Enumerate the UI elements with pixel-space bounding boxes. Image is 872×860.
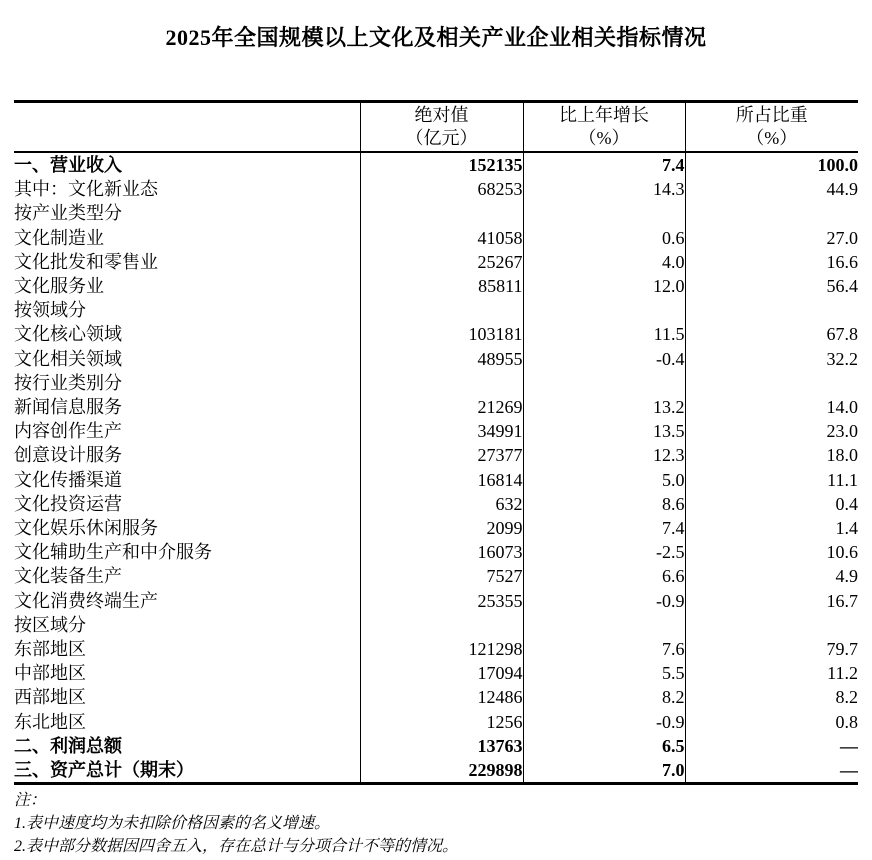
table-row bbox=[14, 540, 858, 564]
cell-growth: 4.0 bbox=[523, 250, 685, 274]
cell-absolute-value: 16814 bbox=[360, 468, 523, 492]
cell-absolute-value bbox=[360, 613, 523, 637]
cell-share: — bbox=[685, 734, 858, 758]
cell-growth: 11.5 bbox=[523, 322, 685, 346]
cell-growth: 7.0 bbox=[523, 758, 685, 784]
cell-growth: 5.0 bbox=[523, 468, 685, 492]
col-header-share-line2: （%） bbox=[746, 128, 798, 148]
cell-share: 4.9 bbox=[685, 564, 858, 588]
row-label: 文化投资运营 bbox=[14, 493, 122, 514]
cell-share: 44.9 bbox=[685, 177, 858, 201]
cell-absolute-value: 34991 bbox=[360, 419, 523, 443]
row-label: 按区域分 bbox=[14, 614, 86, 635]
row-label: 内容创作生产 bbox=[14, 421, 122, 442]
table-row bbox=[14, 250, 858, 274]
table-row bbox=[14, 564, 858, 588]
row-label: 按产业类型分 bbox=[14, 203, 122, 224]
cell-absolute-value: 121298 bbox=[360, 637, 523, 661]
cell-growth bbox=[523, 298, 685, 322]
table-row bbox=[14, 516, 858, 540]
cell-growth: 6.5 bbox=[523, 734, 685, 758]
row-label: 一、营业收入 bbox=[14, 155, 122, 175]
cell-share: 27.0 bbox=[685, 226, 858, 250]
row-label: 文化制造业 bbox=[14, 227, 104, 248]
note-heading: 注： bbox=[14, 792, 47, 810]
cell-share: 56.4 bbox=[685, 274, 858, 298]
col-header-growth-line1: 比上年增长 bbox=[559, 105, 649, 125]
row-label: 文化核心领域 bbox=[14, 324, 122, 345]
table-row bbox=[14, 177, 858, 201]
row-label: 文化服务业 bbox=[14, 276, 104, 297]
cell-share: 11.1 bbox=[685, 468, 858, 492]
row-label: 文化消费终端生产 bbox=[14, 590, 158, 611]
indicators-table bbox=[14, 100, 858, 785]
cell-absolute-value: 41058 bbox=[360, 226, 523, 250]
row-label: 按领域分 bbox=[14, 300, 86, 321]
table-row bbox=[14, 468, 858, 492]
row-label: 东北地区 bbox=[14, 711, 86, 732]
cell-growth: 12.3 bbox=[523, 443, 685, 467]
cell-share: 100.0 bbox=[685, 152, 858, 177]
cell-growth bbox=[523, 613, 685, 637]
col-header-share bbox=[685, 102, 858, 153]
col-header-share-line1: 所占比重 bbox=[735, 105, 808, 125]
col-header-growth bbox=[523, 102, 685, 153]
cell-share: 32.2 bbox=[685, 347, 858, 371]
cell-growth: 13.2 bbox=[523, 395, 685, 419]
col-header-absolute-value bbox=[360, 102, 523, 153]
cell-growth: 7.4 bbox=[523, 516, 685, 540]
cell-share: 10.6 bbox=[685, 540, 858, 564]
cell-share: 16.6 bbox=[685, 250, 858, 274]
cell-growth: -0.9 bbox=[523, 710, 685, 734]
corner-cell bbox=[14, 102, 360, 153]
table-row bbox=[14, 201, 858, 225]
table-row bbox=[14, 322, 858, 346]
table-row bbox=[14, 637, 858, 661]
notes bbox=[14, 789, 872, 858]
table-row bbox=[14, 298, 858, 322]
table-row bbox=[14, 347, 858, 371]
col-header-growth-line2: （%） bbox=[578, 128, 630, 148]
cell-absolute-value: 632 bbox=[360, 492, 523, 516]
cell-growth: 7.6 bbox=[523, 637, 685, 661]
cell-absolute-value: 12486 bbox=[360, 685, 523, 709]
cell-growth bbox=[523, 201, 685, 225]
cell-growth: -0.9 bbox=[523, 589, 685, 613]
cell-share: 0.8 bbox=[685, 710, 858, 734]
cell-share: — bbox=[685, 758, 858, 784]
cell-growth: 6.6 bbox=[523, 564, 685, 588]
table-header-row bbox=[14, 102, 858, 153]
page-title: 2025年全国规模以上文化及相关产业企业相关指标情况 bbox=[165, 25, 707, 50]
table-row bbox=[14, 492, 858, 516]
cell-share bbox=[685, 613, 858, 637]
note-item: 2.表中部分数据因四舍五入，存在总计与分项合计不等的情况。 bbox=[14, 838, 459, 856]
cell-absolute-value: 25355 bbox=[360, 589, 523, 613]
table-row bbox=[14, 758, 858, 784]
cell-absolute-value: 27377 bbox=[360, 443, 523, 467]
cell-share: 18.0 bbox=[685, 443, 858, 467]
cell-growth: 8.6 bbox=[523, 492, 685, 516]
row-label: 创意设计服务 bbox=[14, 445, 122, 466]
note-item: 1.表中速度均为未扣除价格因素的名义增速。 bbox=[14, 815, 331, 833]
row-label: 文化装备生产 bbox=[14, 566, 122, 587]
cell-growth: 13.5 bbox=[523, 419, 685, 443]
row-label: 西部地区 bbox=[14, 687, 86, 708]
cell-growth: 8.2 bbox=[523, 685, 685, 709]
table-row bbox=[14, 734, 858, 758]
table-row bbox=[14, 152, 858, 177]
table-row bbox=[14, 395, 858, 419]
row-label: 二、利润总额 bbox=[14, 735, 122, 756]
cell-share: 67.8 bbox=[685, 322, 858, 346]
table-row bbox=[14, 226, 858, 250]
row-label: 三、资产总计（期末） bbox=[14, 760, 194, 781]
table-row bbox=[14, 661, 858, 685]
cell-absolute-value: 25267 bbox=[360, 250, 523, 274]
cell-share: 23.0 bbox=[685, 419, 858, 443]
table-body bbox=[14, 152, 858, 784]
row-label: 中部地区 bbox=[14, 663, 86, 684]
cell-absolute-value: 103181 bbox=[360, 322, 523, 346]
row-label: 文化相关领域 bbox=[14, 348, 122, 369]
col-header-absolute-value-line2: （亿元） bbox=[405, 128, 478, 148]
row-label: 文化辅助生产和中介服务 bbox=[14, 542, 212, 563]
table-row bbox=[14, 419, 858, 443]
cell-share: 1.4 bbox=[685, 516, 858, 540]
cell-absolute-value: 68253 bbox=[360, 177, 523, 201]
cell-share: 11.2 bbox=[685, 661, 858, 685]
table-row bbox=[14, 443, 858, 467]
table-row bbox=[14, 613, 858, 637]
cell-absolute-value: 7527 bbox=[360, 564, 523, 588]
cell-growth: -2.5 bbox=[523, 540, 685, 564]
cell-share: 79.7 bbox=[685, 637, 858, 661]
table-row bbox=[14, 589, 858, 613]
row-label: 按行业类别分 bbox=[14, 372, 122, 393]
row-label: 文化批发和零售业 bbox=[14, 251, 158, 272]
cell-absolute-value: 85811 bbox=[360, 274, 523, 298]
row-label: 其中：文化新业态 bbox=[14, 179, 158, 200]
cell-absolute-value bbox=[360, 201, 523, 225]
cell-share bbox=[685, 201, 858, 225]
table-row bbox=[14, 274, 858, 298]
cell-share: 14.0 bbox=[685, 395, 858, 419]
row-label: 文化娱乐休闲服务 bbox=[14, 518, 158, 539]
table-row bbox=[14, 685, 858, 709]
cell-growth bbox=[523, 371, 685, 395]
cell-absolute-value: 2099 bbox=[360, 516, 523, 540]
cell-absolute-value: 48955 bbox=[360, 347, 523, 371]
cell-absolute-value bbox=[360, 371, 523, 395]
cell-growth: 5.5 bbox=[523, 661, 685, 685]
cell-growth: -0.4 bbox=[523, 347, 685, 371]
cell-growth: 14.3 bbox=[523, 177, 685, 201]
cell-absolute-value: 13763 bbox=[360, 734, 523, 758]
col-header-absolute-value-line1: 绝对值 bbox=[414, 105, 469, 125]
row-label: 文化传播渠道 bbox=[14, 469, 122, 490]
cell-share: 8.2 bbox=[685, 685, 858, 709]
row-label: 新闻信息服务 bbox=[14, 397, 122, 418]
cell-share: 0.4 bbox=[685, 492, 858, 516]
cell-absolute-value bbox=[360, 298, 523, 322]
table-header bbox=[14, 102, 858, 153]
cell-absolute-value: 21269 bbox=[360, 395, 523, 419]
cell-share bbox=[685, 298, 858, 322]
table-row bbox=[14, 710, 858, 734]
cell-share: 16.7 bbox=[685, 589, 858, 613]
cell-share bbox=[685, 371, 858, 395]
cell-absolute-value: 229898 bbox=[360, 758, 523, 784]
table-row bbox=[14, 371, 858, 395]
cell-absolute-value: 16073 bbox=[360, 540, 523, 564]
cell-growth: 7.4 bbox=[523, 152, 685, 177]
cell-absolute-value: 17094 bbox=[360, 661, 523, 685]
cell-absolute-value: 152135 bbox=[360, 152, 523, 177]
cell-growth: 0.6 bbox=[523, 226, 685, 250]
cell-absolute-value: 1256 bbox=[360, 710, 523, 734]
row-label: 东部地区 bbox=[14, 639, 86, 660]
cell-growth: 12.0 bbox=[523, 274, 685, 298]
